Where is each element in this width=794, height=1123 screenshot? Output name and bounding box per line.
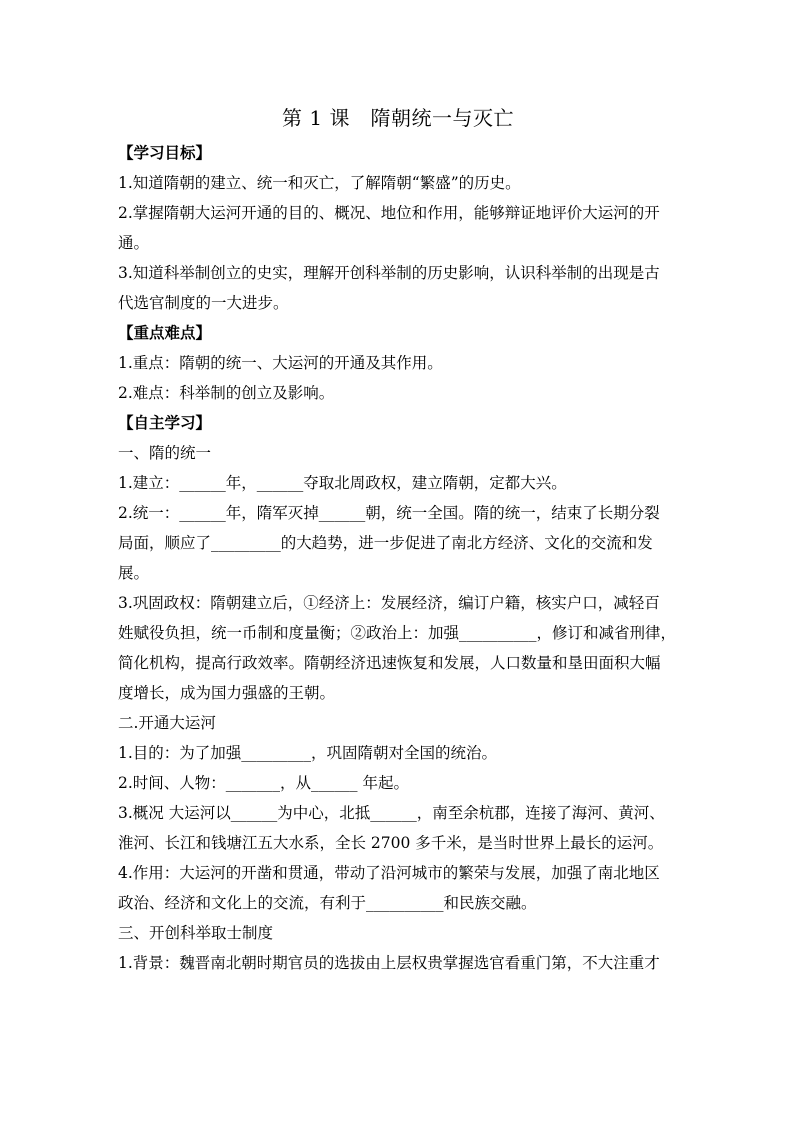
self-study-line-14: 淮河、长江和钱塘江五大水系，全长 2700 多千米，是当时世界上最长的运河。 [118, 834, 664, 852]
objective-line-5: 代选官制度的一大进步。 [118, 294, 289, 312]
lesson-title: 第 1 课 隋朝统一与灭亡 [282, 106, 514, 130]
self-study-line-6: 3.巩固政权：隋朝建立后，①经济上：发展经济，编订户籍，核实户口，减轻百 [118, 594, 660, 612]
self-study-line-10: 二.开通大运河 [118, 714, 216, 732]
self-study-line-3: 2.统一：______年，隋军灭掉______朝，统一全国。隋的统一，结束了长期分裂 [118, 504, 660, 522]
key-point-line-2: 2.难点：科举制的创立及影响。 [118, 384, 335, 402]
self-study-line-2: 1.建立：______年，______夺取北周政权，建立隋朝，定都大兴。 [118, 474, 567, 492]
section-heading-objectives: 【学习目标】 [118, 143, 212, 162]
self-study-line-4: 局面，顺应了_________的大趋势，进一步促进了南北方经济、文化的交流和发 [118, 534, 653, 552]
self-study-line-9: 度增长，成为国力强盛的王朝。 [118, 684, 336, 702]
self-study-line-17: 三、开创科举取士制度 [118, 924, 274, 942]
objective-line-4: 3.知道科举制创立的史实，理解开创科举制的历史影响，认识科举制的出现是古 [118, 264, 660, 282]
self-study-line-12: 2.时间、人物：_______，从______ 年起。 [118, 774, 409, 792]
self-study-line-7: 姓赋役负担，统一币制和度量衡；②政治上：加强__________，修订和减省刑律， [118, 624, 677, 642]
self-study-line-13: 3.概况 大运河以______为中心，北抵______，南至余杭郡，连接了海河、黄河、 [118, 804, 665, 822]
objective-line-3: 通。 [118, 234, 150, 252]
self-study-line-15: 4.作用：大运河的开凿和贯通，带动了沿河城市的繁荣与发展，加强了南北地区 [118, 864, 660, 882]
objective-line-1: 1.知道隋朝的建立、统一和灭亡，了解隋朝“繁盛”的历史。 [118, 174, 521, 192]
objective-line-2: 2.掌握隋朝大运河开通的目的、概况、地位和作用，能够辩证地评价大运河的开 [118, 204, 660, 222]
section-heading-key-points: 【重点难点】 [118, 323, 212, 342]
section-heading-self-study: 【自主学习】 [118, 413, 212, 432]
document-page [118, 103, 678, 978]
self-study-line-18: 1.背景：魏晋南北朝时期官员的选拔由上层权贵掌握选官看重门第，不大注重才 [118, 954, 660, 972]
key-point-line-1: 1.重点：隋朝的统一、大运河的开通及其作用。 [118, 354, 443, 372]
self-study-line-5: 展。 [118, 564, 150, 582]
self-study-line-16: 政治、经济和文化上的交流，有利于__________和民族交融。 [118, 894, 537, 912]
self-study-line-1: 一、隋的统一 [118, 444, 212, 462]
self-study-line-11: 1.目的：为了加强_________，巩固隋朝对全国的统治。 [118, 744, 498, 762]
self-study-line-8: 简化机构，提高行政效率。隋朝经济迅速恢复和发展，人口数量和垦田面积大幅 [118, 654, 661, 672]
